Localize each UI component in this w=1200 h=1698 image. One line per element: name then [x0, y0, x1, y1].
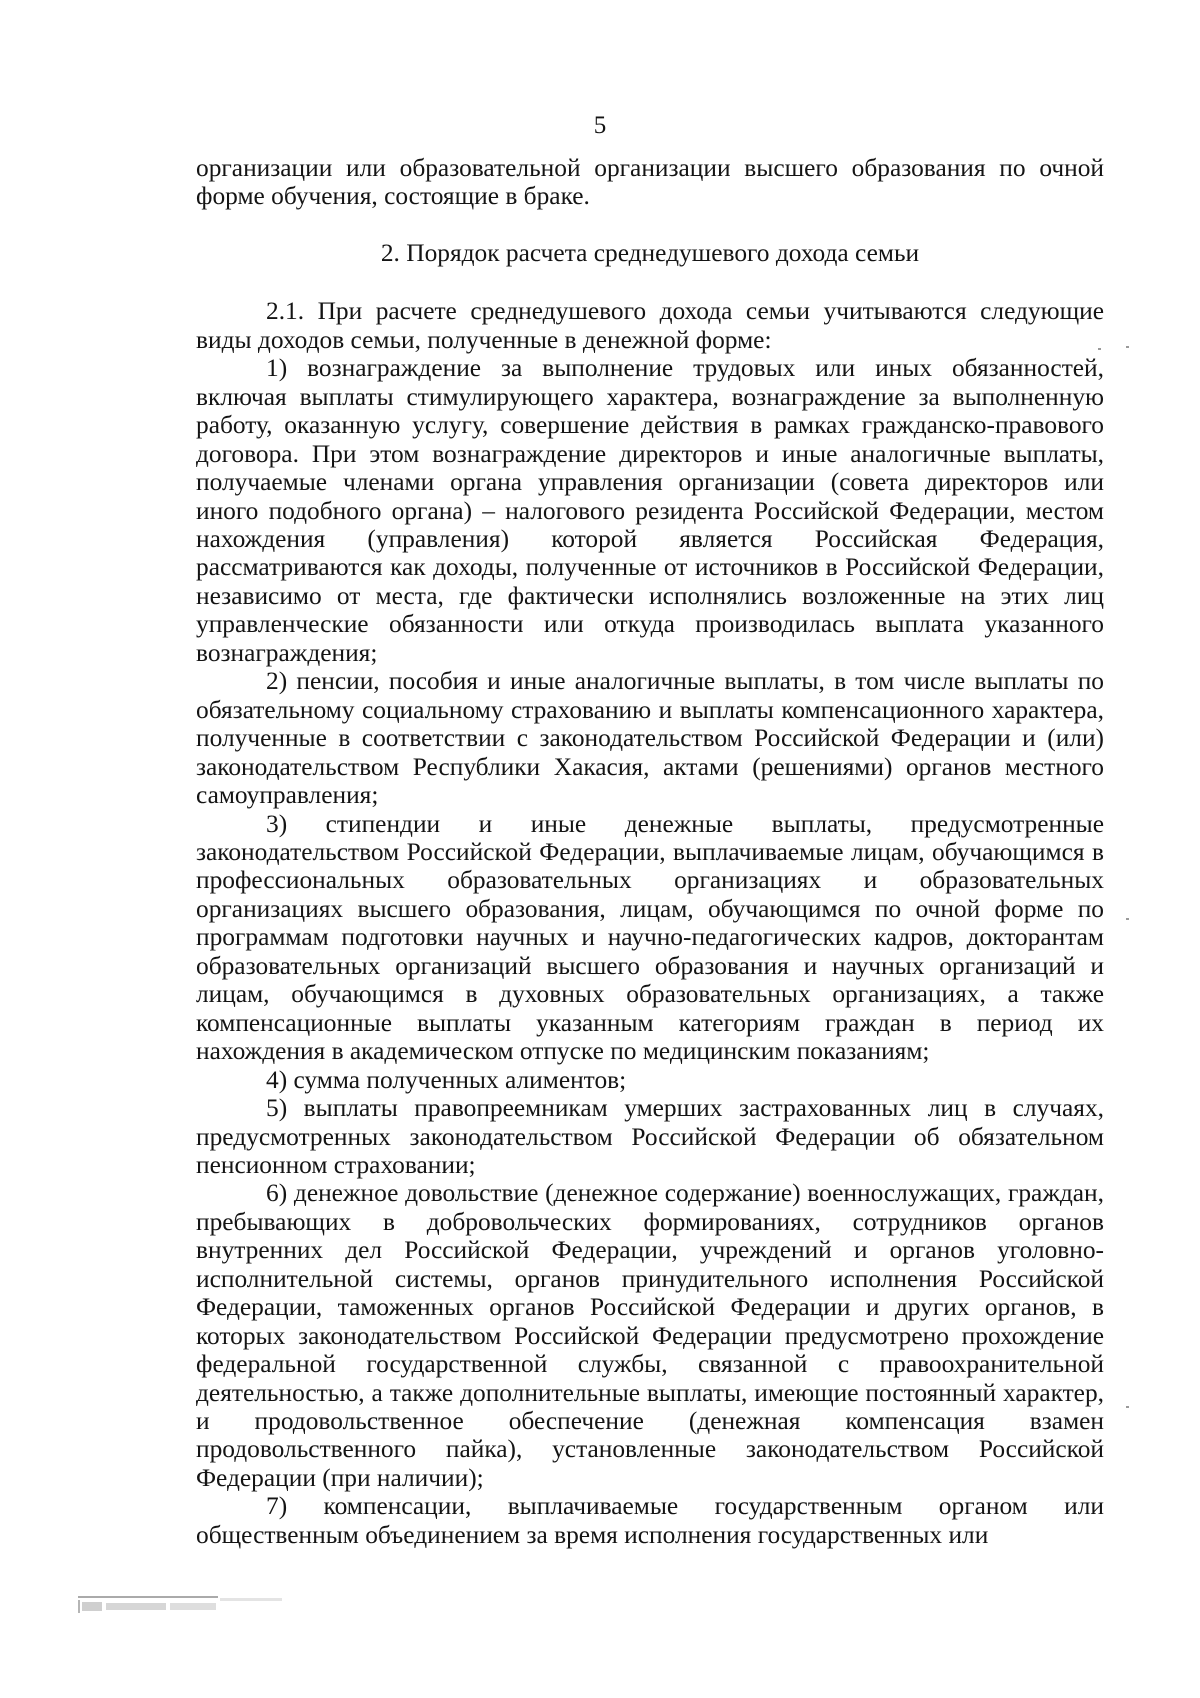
page-number: 5	[593, 112, 607, 139]
scan-speck	[1126, 1406, 1129, 1408]
scan-speck	[1126, 918, 1129, 920]
continuation-paragraph: организации или образовательной организации высшего образования по очной форме обучения, состоящие в браке.	[196, 154, 1104, 211]
paragraph-item-4: 4) сумма полученных алиментов;	[266, 1065, 627, 1094]
paragraph-item-2: 2) пенсии, пособия и иные аналогичные выплаты, в том числе выплаты по обязательному социальному страхованию и выплаты компенсационного характера, полученные в соответствии с законодательством Российской Федерации и (или) законодательством Республики Хакасия, актами (решениями) органов местного самоуправления;	[196, 667, 1104, 810]
paragraph-item-1: 1) вознаграждение за выполнение трудовых или иных обязанностей, включая выплаты стимулирующего характера, вознаграждение за выполненную работу, оказанную услугу, совершение действия в рамках гражданско-правового договора. При этом вознаграждение директоров и иные аналогичные выплаты, получаемые членами органа управления организации (совета директоров или иного подобного органа) – налогового резидента Российской Федерации, местом нахождения (управления) которой является Российская Федерация, рассматриваются как доходы, полученные от источников в Российской Федерации, независимо от места, где фактически исполнялись возложенные на этих лиц управленческие обязанности или откуда производилась выплата указанного вознаграждения;	[196, 354, 1104, 667]
scan-speck	[1126, 346, 1129, 348]
paragraph-item-6: 6) денежное довольствие (денежное содержание) военнослужащих, граждан, пребывающих в добровольческих формированиях, сотрудников органов внутренних дел Российской Федерации, учреждений и органов уголовно-исполнительной системы, органов принудительного исполнения Российской Федерации, таможенных органов Российской Федерации и других органов, в которых законодательством Российской Федерации предусмотрено прохождение федеральной государственной службы, связанной с правоохранительной деятельностью, а также дополнительные выплаты, имеющие постоянный характер, и продовольственное обеспечение (денежная компенсация взамен продовольственного пайка), установленные законодательством Российской Федерации (при наличии);	[196, 1179, 1104, 1492]
scan-stamp-mark	[78, 1594, 288, 1614]
paragraph-item-7: 7) компенсации, выплачиваемые государственным органом или общественным объединением за время исполнения государственных или	[196, 1492, 1104, 1549]
paragraph-2-1: 2.1. При расчете среднедушевого дохода семьи учитываются следующие виды доходов семьи, полученные в денежной форме:	[196, 297, 1104, 354]
paragraph-item-5: 5) выплаты правопреемникам умерших застрахованных лиц в случаях, предусмотренных законодательством Российской Федерации об обязательном пенсионном страховании;	[196, 1094, 1104, 1179]
paragraph-item-3: 3) стипендии и иные денежные выплаты, предусмотренные законодательством Российской Федерации, выплачиваемые лицам, обучающимся в профессиональных образовательных организациях и образовательных организациях высшего образования, лицам, обучающимся по очной форме по программам подготовки научных и научно-педагогических кадров, докторантам образовательных организаций высшего образования и научных организаций и лицам, обучающимся в духовных образовательных организациях, а также компенсационные выплаты указанным категориям граждан в период их нахождения в академическом отпуске по медицинским показаниям;	[196, 809, 1104, 1066]
document-body	[196, 154, 1104, 1549]
scan-speck	[1098, 348, 1101, 350]
section-heading: 2. Порядок расчета среднедушевого дохода семьи	[380, 238, 920, 267]
